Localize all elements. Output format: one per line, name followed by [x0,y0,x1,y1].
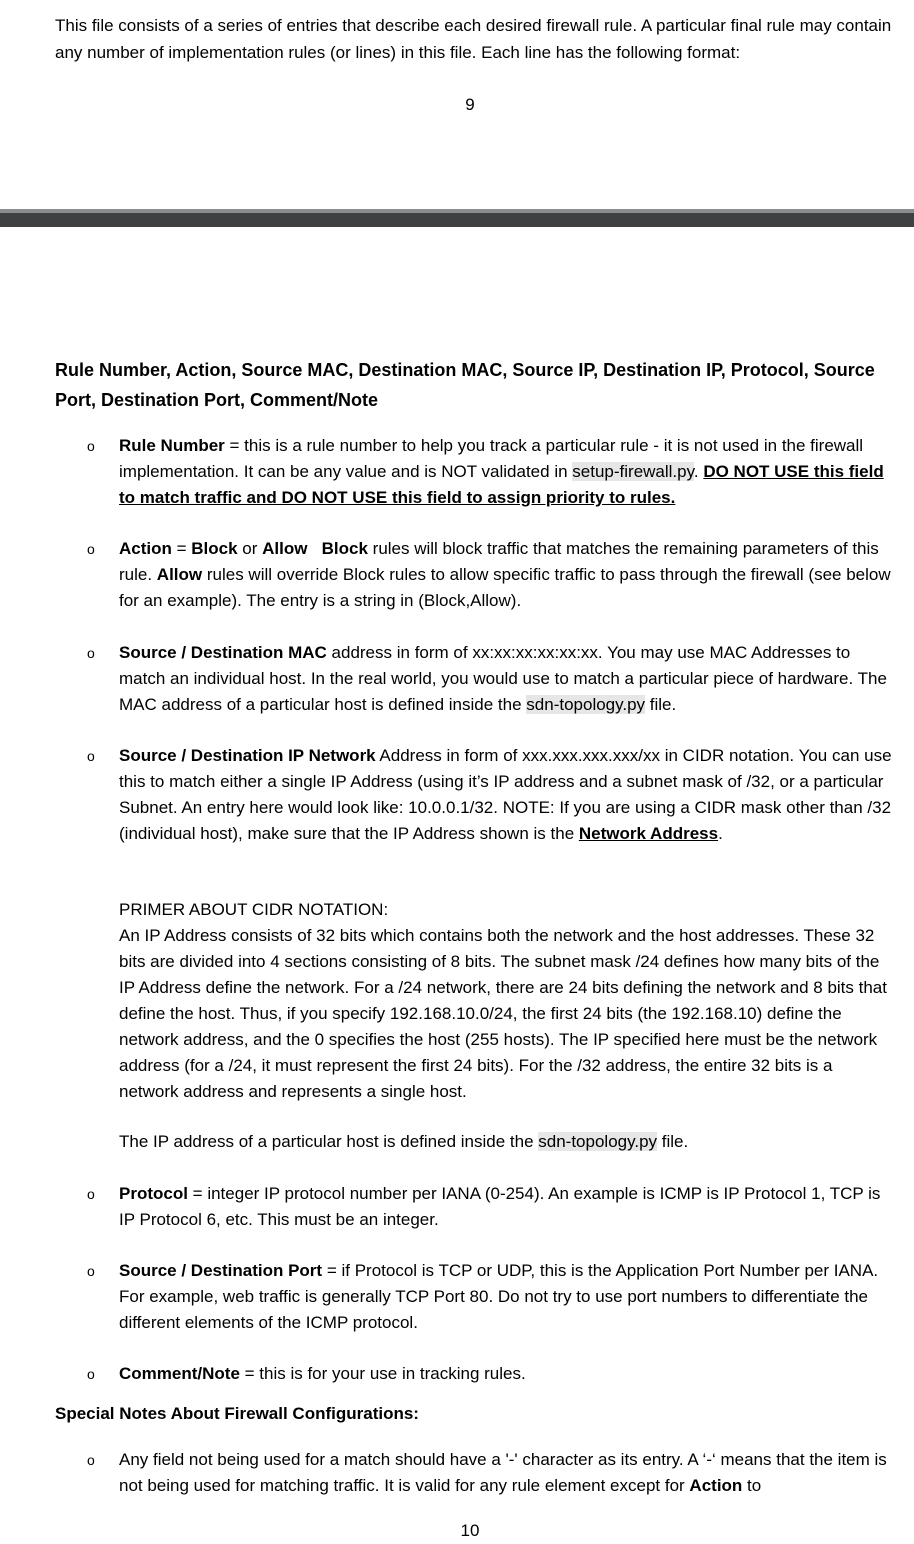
ip-text: Address in form of xxx.xxx.xxx.xxx/xx in CIDR notation. You can use this to match either a single IP Address (using it’s IP address and a subnet mask of /32, or a particular Subnet. An entry here would look like: 10.0.0.1/32. NOTE: If you are using a CIDR mask other than /32 (individual host), make sure that the IP Address shown is the [119,746,892,843]
action-allow: Allow [262,539,308,558]
special-text: Any field not being used for a match should have a '-' character as its entry. A ‘-‘ means that the item is not being used for matching traffic. It is valid for any rule element except for [119,1450,887,1495]
setup-firewall-file: setup-firewall.py [572,462,694,481]
page-break-divider [0,209,914,227]
mac-item [119,640,894,718]
bullet-icon: o [87,1452,95,1468]
action-or: or [237,539,263,558]
bullet-icon: o [87,1366,95,1382]
special-action-term: Action [689,1476,743,1495]
sdn-topology-file: sdn-topology.py [526,695,646,714]
comment-text: = this is for your use in tracking rules. [239,1364,526,1383]
ip-term: Source / Destination IP Network [119,746,376,765]
bullet-icon: o [87,1263,95,1279]
action-text-2: rules will override Block rules to allow specific traffic to pass through the firewall (see below for an example). The entry is a string in (Block,Allow). [119,565,891,610]
intro-paragraph: This file consists of a series of entries that describe each desired firewall rule. A particular final rule may contain any number of implementation rules (or lines) in this file. Each line has the following format: [55,16,892,62]
sdn-topology-file: sdn-topology.py [538,1132,658,1151]
host-note-end: file. [657,1132,689,1151]
action-space [307,539,321,558]
protocol-term: Protocol [119,1184,188,1203]
protocol-text: = integer IP protocol number per IANA (0-254). An example is ICMP is IP Protocol 1, TCP is IP Protocol 6, etc. This must be an integer. [119,1184,881,1229]
comment-term: Comment/Note [119,1364,240,1383]
primer-body: An IP Address consists of 32 bits which contains both the network and the host addresses. These 32 bits are divided into 4 sections consisting of 8 bits. The subnet mask /24 defines how many bits of the IP Address define the network. For a /24 network, there are 24 bits defining the network and 8 bits that define the host. Thus, if you specify 192.168.10.0/24, the first 24 bits (the 192.168.10) define the network address, and the 0 specifies the host (255 hosts). The IP specified here must be the network address (for a /24, it must represent the first 24 bits). For the /32 address, the entire 32 bits is a network address and represents a single host. [119,926,887,1101]
ip-text-end: . [718,824,723,843]
special-notes-heading: Special Notes About Firewall Configurations: [55,1404,419,1423]
special-text-end: to [742,1476,762,1495]
rule-number-warning: DO NOT USE this field to match traffic and DO NOT USE this field to assign priority to rules. [119,462,884,507]
bullet-icon: o [87,438,95,454]
port-term: Source / Destination Port [119,1261,323,1280]
page-number-bottom: 10 [460,1521,480,1540]
bullet-icon: o [87,1186,95,1202]
action-eq: = [171,539,192,558]
format-heading: Rule Number, Action, Source MAC, Destination MAC, Source IP, Destination IP, Protocol, Source Port, Destination Port, Comment/Note [55,360,875,410]
host-note-text: The IP address of a particular host is defined inside the [119,1132,539,1151]
rule-number-term: Rule Number [119,436,225,455]
mac-text: address in form of xx:xx:xx:xx:xx:xx. You may use MAC Addresses to match an individual host. In the real world, you would use to match a particular piece of hardware. The MAC address of a particular host is defined inside the [119,643,887,714]
ip-item [119,743,894,847]
comment-item [119,1361,894,1387]
action-item [119,536,894,614]
network-address-term: Network Address [578,824,719,843]
action-text-1: rules will block traffic that matches the remaining parameters of this rule. [119,539,879,584]
mac-text-end: file. [645,695,677,714]
rule-number-sep: . [693,462,704,481]
bullet-icon: o [87,541,95,557]
bullet-icon: o [87,748,95,764]
primer-title: PRIMER ABOUT CIDR NOTATION: [119,900,389,919]
mac-term: Source / Destination MAC [119,643,327,662]
action-allow-rules: Allow [156,565,203,584]
protocol-item [119,1181,894,1233]
action-block: Block [191,539,238,558]
action-block-rules: Block [321,539,368,558]
page-number-top: 9 [465,95,475,114]
rule-number-text: = this is a rule number to help you track a particular rule - it is not used in the firewall implementation. It can be any value and is NOT validated in [119,436,864,481]
bullet-icon: o [87,645,95,661]
primer-host-note [119,1129,894,1155]
port-text: = if Protocol is TCP or UDP, this is the Application Port Number per IANA. For example, web traffic is generally TCP Port 80. Do not try to use port numbers to differentiate the different elements of the ICMP protocol. [119,1261,879,1332]
rule-number-item [119,433,894,511]
port-item [119,1258,894,1336]
action-term: Action [119,539,172,558]
special-note-item [119,1447,894,1499]
